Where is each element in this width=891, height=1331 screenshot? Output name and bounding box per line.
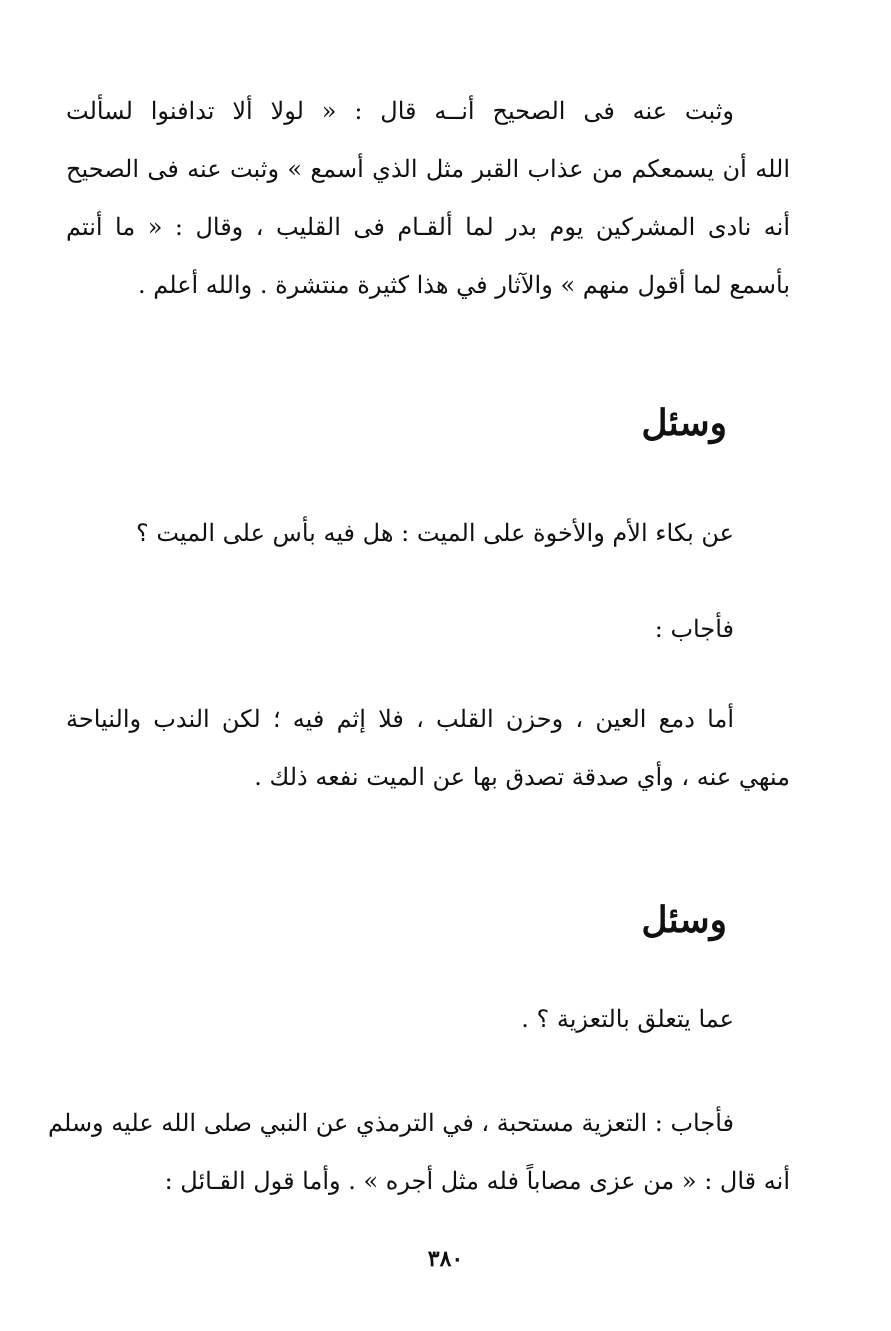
text-line: بأسمع لما أقول منهم » والآثار في هذا كثيرة منتشرة . والله أعلم . — [138, 271, 790, 299]
answer-paragraph — [48, 1094, 790, 1210]
text-line: فأجاب : — [654, 615, 734, 643]
text-line: منهي عنه ، وأي صدقة تصدق بها عن الميت نفعه ذلك . — [254, 763, 790, 791]
question-paragraph — [66, 504, 790, 562]
text-line: عما يتعلق بالتعزية ؟ . — [521, 1005, 734, 1033]
page-number: ٣٨٠ — [427, 1246, 464, 1272]
text-line: أما دمع العين ، وحزن القلب ، فلا إثم فيه ؛ لكن الندب والنياحة — [66, 705, 734, 733]
text-line: الله أن يسمعكم من عذاب القبر مثل الذي أسمع » وثبت عنه فى الصحيح — [66, 155, 790, 183]
paragraph-hadith — [66, 82, 790, 314]
text-line: أنه نادى المشركين يوم بدر لما ألقـام فى القليب ، وقال : « ما أنتم — [66, 213, 790, 241]
answer-paragraph — [66, 690, 790, 806]
text-line: وثبت عنه فى الصحيح أنــه قال : « لولا ألا تدافنوا لسألت — [66, 97, 734, 125]
text-line: عن بكاء الأم والأخوة على الميت : هل فيه بأس على الميت ؟ — [135, 519, 734, 547]
text-line: فأجاب : التعزية مستحبة ، في الترمذي عن النبي صلى الله عليه وسلم — [48, 1109, 734, 1137]
section-heading: وسئل — [641, 899, 727, 941]
section-heading: وسئل — [641, 402, 727, 444]
text-line: أنه قال : « من عزى مصاباً فله مثل أجره » . وأما قول القـائل : — [164, 1167, 790, 1195]
question-paragraph — [66, 990, 790, 1048]
answer-label — [66, 600, 790, 658]
